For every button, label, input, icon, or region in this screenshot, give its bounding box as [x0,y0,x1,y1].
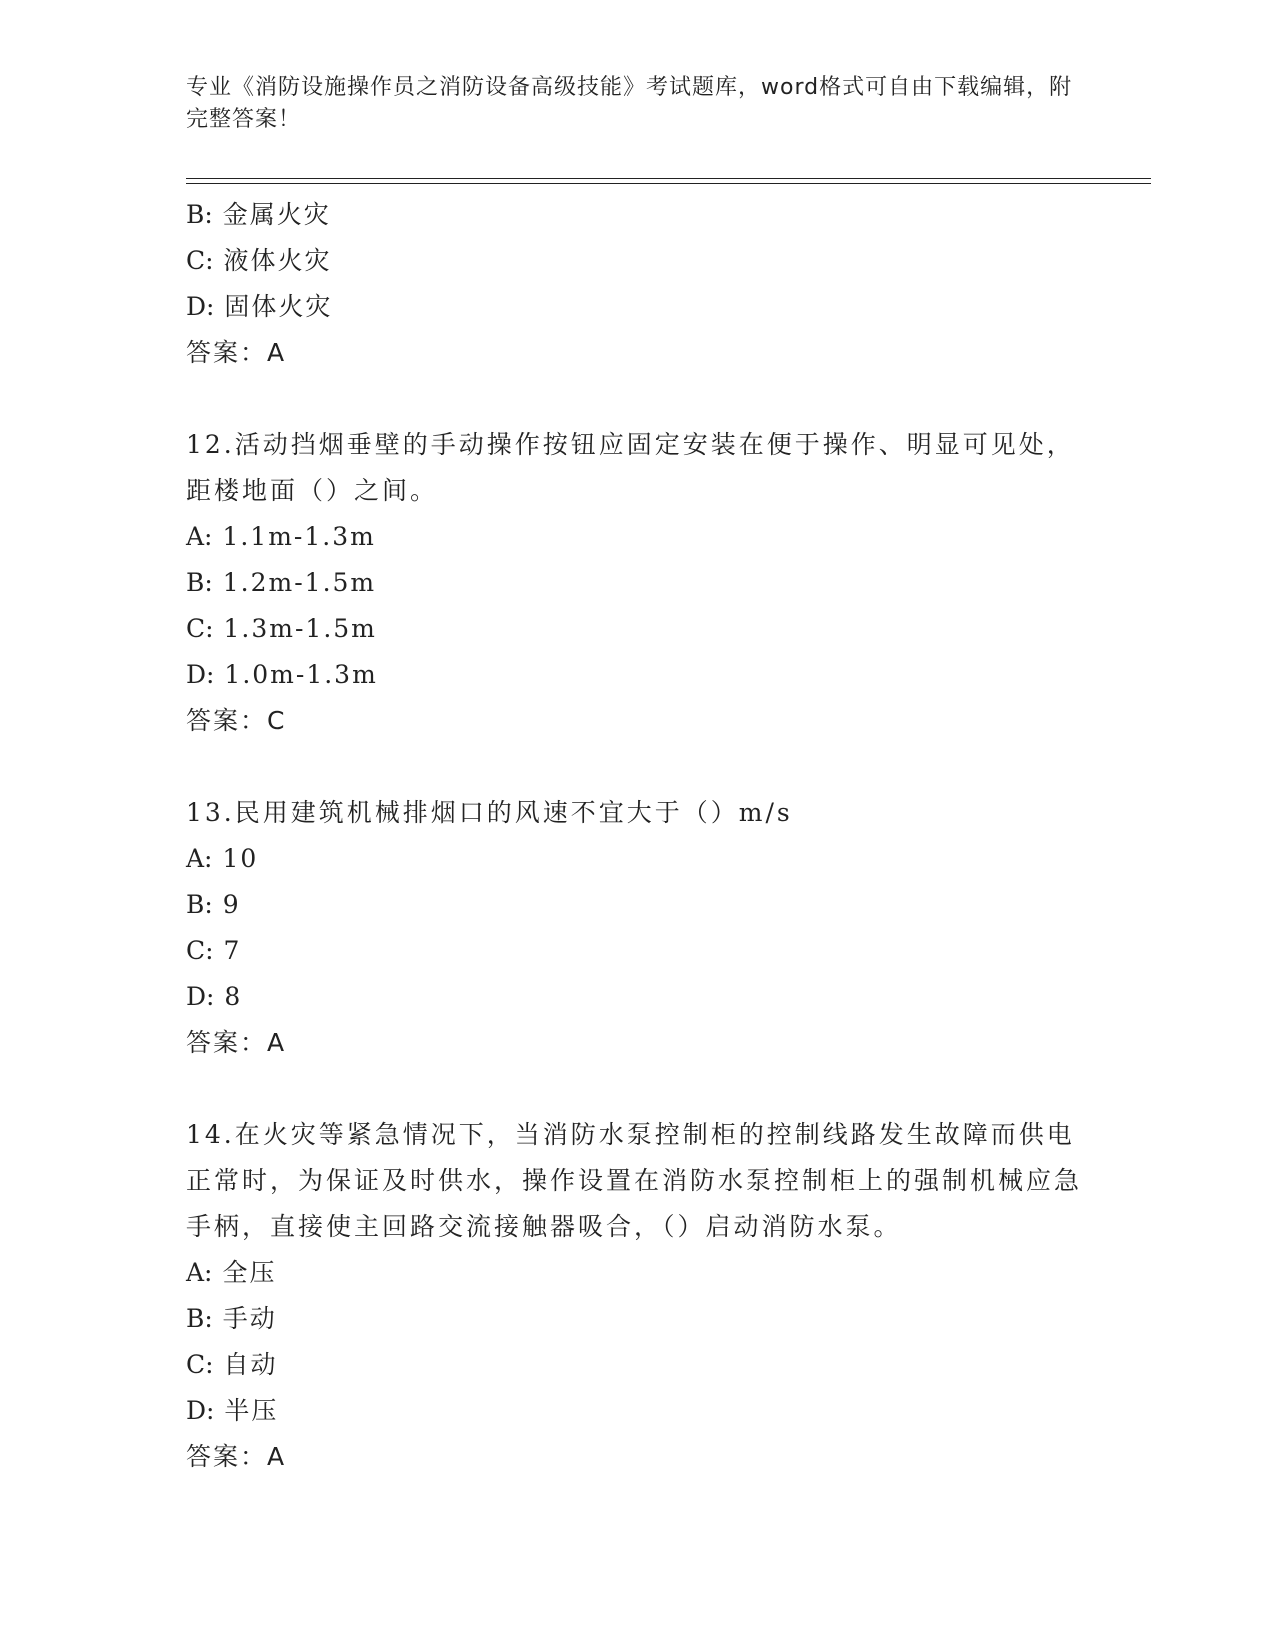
question-block [186,1112,1086,1480]
option-b: B: 手动 [186,1304,277,1333]
question-text: 14.在火灾等紧急情况下，当消防水泵控制柜的控制线路发生故障而供电正常时，为保证及时供水，操作设置在消防水泵控制柜上的强制机械应急手柄，直接使主回路交流接触器吸合，（）启动消防水泵。 [186,1120,1083,1241]
answer: 答案：A [186,338,287,367]
option-c: C: 自动 [186,1350,278,1379]
option-a: A: 10 [186,844,259,873]
question-text: 12.活动挡烟垂壁的手动操作按钮应固定安装在便于操作、明显可见处，距楼地面（）之间。 [186,430,1075,505]
answer: 答案：C [186,706,287,735]
option-a: A: 全压 [186,1258,277,1287]
question-block [186,790,1086,1066]
answer: 答案：A [186,1442,287,1471]
answer: 答案：A [186,1028,287,1057]
option-d: D: 8 [186,982,243,1011]
question-block [186,422,1086,744]
option-d: D: 半压 [186,1396,279,1425]
option-c: C: 液体火灾 [186,246,332,275]
document-header: 专业《消防设施操作员之消防设备高级技能》考试题库，word格式可自由下载编辑，附完整答案！ [186,75,1073,132]
header-divider-top [186,178,1151,179]
option-d: D: 1.0m-1.3m [186,660,378,689]
option-d: D: 固体火灾 [186,292,333,321]
option-b: B: 1.2m-1.5m [186,568,377,597]
option-b: B: 金属火灾 [186,200,331,229]
question-text: 13.民用建筑机械排烟口的风速不宜大于（）m/s [186,798,793,827]
option-a: A: 1.1m-1.3m [186,522,376,551]
option-c: C: 7 [186,936,242,965]
option-b: B: 9 [186,890,241,919]
header-divider-bottom [186,183,1151,184]
question-block [186,192,1086,376]
question-list [186,192,1086,1480]
option-c: C: 1.3m-1.5m [186,614,377,643]
